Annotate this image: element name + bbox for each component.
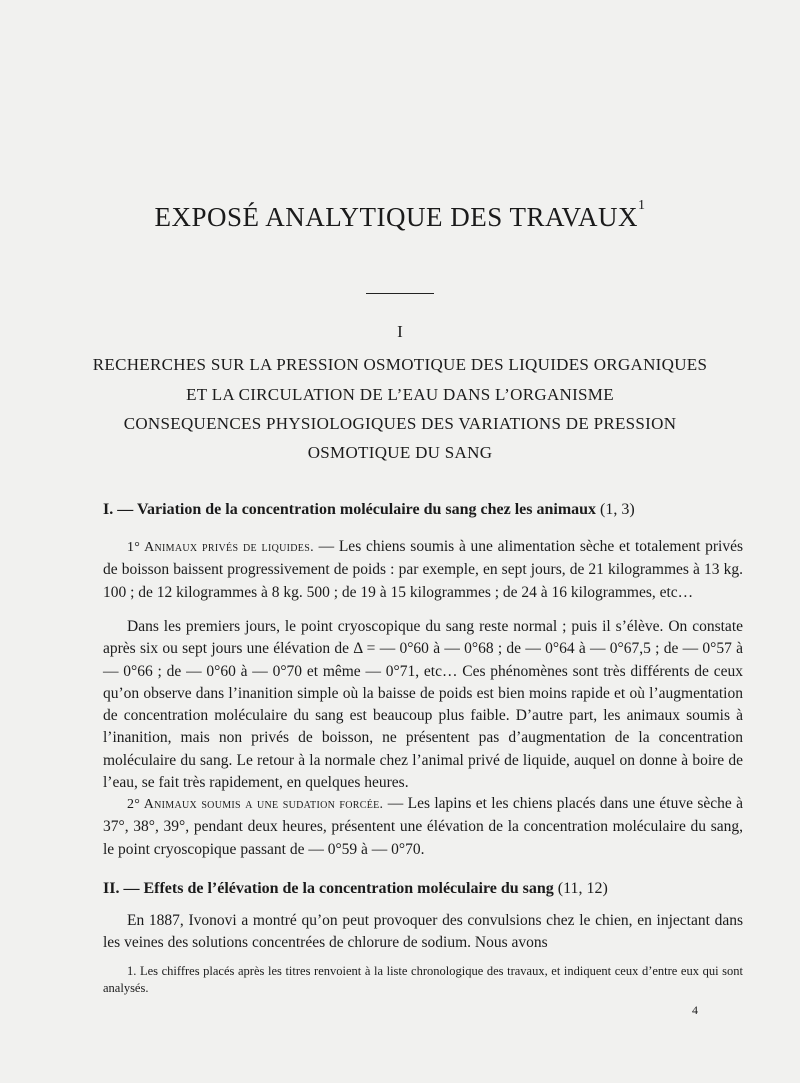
section-heading-2-text: II. — Effets de l’élévation de la concentration moléculaire du sang <box>103 880 554 897</box>
page-number: 4 <box>692 1003 698 1017</box>
part-heading-line-4: OSMOTIQUE DU SANG <box>307 443 493 462</box>
part-number: I <box>397 322 403 341</box>
title-text: EXPOSÉ ANALYTIQUE DES TRAVAUX <box>154 202 639 232</box>
section-heading-2-refs: (11, 12) <box>557 880 608 897</box>
footnote <box>103 963 743 997</box>
paragraph-text: — Les lapins et les chiens placés dans une étuve sèche à 37°, 38°, 39°, pendant deux heures, présentent une élévation de la concentration moléculaire du sang, le point cryoscopique passant de — 0°59 à — 0°70. <box>103 795 743 858</box>
paragraph-sudation-forcee <box>103 793 743 861</box>
section-heading-2 <box>103 880 743 898</box>
paragraph-text: Dans les premiers jours, le point cryoscopique du sang reste normal ; puis il s’élève. On constate après six ou sept jours une élévation de Δ = — 0°60 à — 0°68 ; de — 0°64 à — 0°67,5 ; de — 0°57 à — 0°66 ; de — 0°60 à — 0°70 et même — 0°71, etc… Ces phénomènes sont très différents de ceux qu’on observe dans l’inanition simple où la baisse de poids est bien moins rapide et où l’augmentation de concentration moléculaire du sang est beaucoup plus faible. D’autre part, les animaux soumis à l’inanition, mais non privés de boisson, ne présentent pas d’augmentation de la concentration moléculaire du sang. Le retour à la normale chez l’animal privé de liquide, auquel on donne à boire de l’eau, se fait très rapidement, en quelques heures. <box>103 618 743 792</box>
footnote-text: 1. Les chiffres placés après les titres renvoient à la liste chronologique des travaux, et indiquent ceux d’entre eux qui sont analysés. <box>103 964 743 995</box>
section-heading-1-refs: (1, 3) <box>600 501 635 518</box>
section-heading-1 <box>103 501 743 519</box>
paragraph-text: — Les chiens soumis à une alimentation sèche et totalement privés de boisson baissent progressivement de poids : par exemple, en sept jours, de 21 kilogrammes à 13 kg. 100 ; de 12 kilogrammes à 8 kg. 500 ; de 19 à 15 kilogrammes ; de 24 à 16 kilogrammes, etc… <box>103 538 743 601</box>
title-footnote-marker: 1 <box>638 198 646 213</box>
page-title <box>0 198 800 233</box>
paragraph-point-cryoscopique <box>103 616 743 794</box>
paragraph-lead: 1° Animaux privés de liquides. <box>127 540 314 555</box>
paragraph-lead: 2° Animaux soumis a une sudation forcée. <box>127 797 384 812</box>
section-heading-1-text: I. — Variation de la concentration moléculaire du sang chez les animaux <box>103 501 597 518</box>
part-heading-line-1: RECHERCHES SUR LA PRESSION OSMOTIQUE DES LIQUIDES ORGANIQUES <box>92 355 708 374</box>
title-divider <box>366 293 434 294</box>
part-heading-line-2: ET LA CIRCULATION DE L’EAU DANS L’ORGANISME <box>186 385 614 404</box>
paragraph-ivonovi <box>103 910 743 955</box>
paragraph-text: En 1887, Ivonovi a montré qu’on peut provoquer des convulsions chez le chien, en injectant dans les veines des solutions concentrées de chlorure de sodium. Nous avons <box>103 912 743 952</box>
part-heading-line-3: CONSEQUENCES PHYSIOLOGIQUES DES VARIATIONS DE PRESSION <box>123 414 677 433</box>
paragraph-animaux-prives <box>103 536 743 604</box>
